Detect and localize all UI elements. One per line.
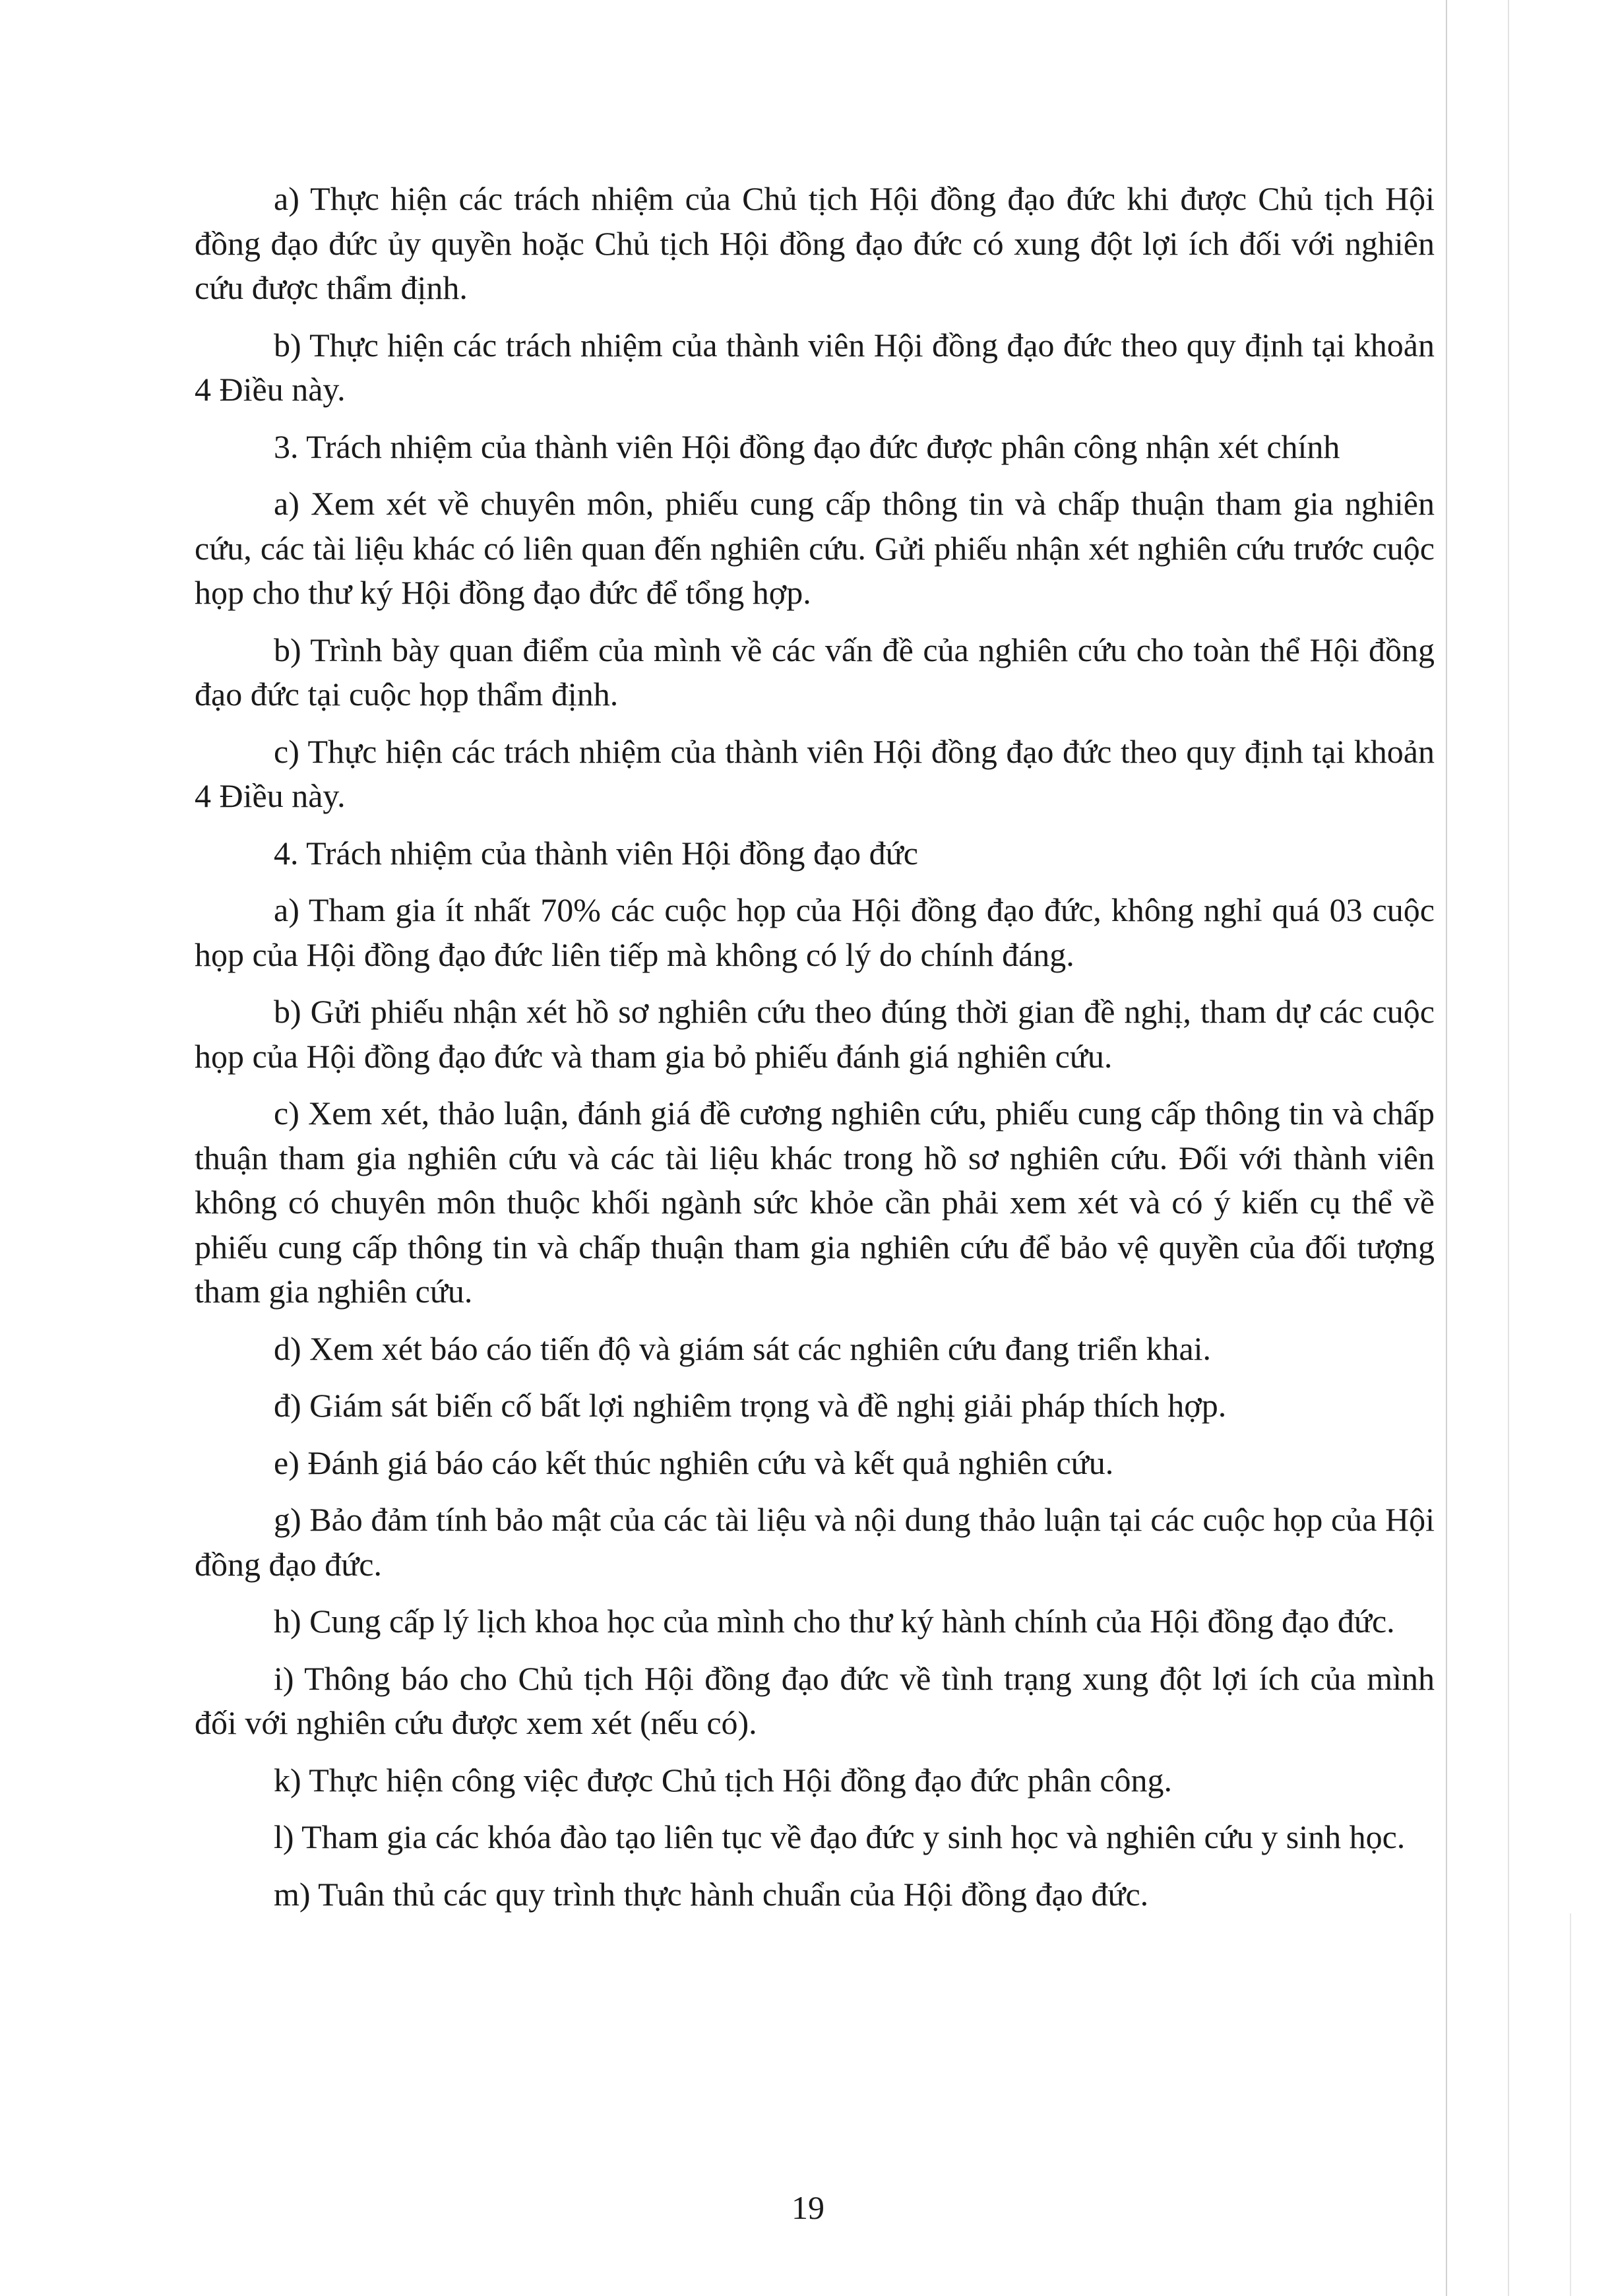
paragraph: g) Bảo đảm tính bảo mật của các tài liệu và nội dung thảo luận tại các cuộc họp của Hội đồng đạo đức. — [195, 1501, 1435, 1583]
paragraph: a) Thực hiện các trách nhiệm của Chủ tịch Hội đồng đạo đức khi được Chủ tịch Hội đồng đạo đức ủy quyền hoặc Chủ tịch Hội đồng đạo đức có xung đột lợi ích đối với nghiên cứu được thẩm định. — [195, 180, 1435, 306]
scan-edge-line — [1570, 1913, 1571, 2296]
paragraph: h) Cung cấp lý lịch khoa học của mình cho thư ký hành chính của Hội đồng đạo đức. — [274, 1603, 1395, 1640]
paragraph: đ) Giám sát biến cố bất lợi nghiêm trọng và đề nghị giải pháp thích hợp. — [274, 1387, 1227, 1424]
paragraph: i) Thông báo cho Chủ tịch Hội đồng đạo đức về tình trạng xung đột lợi ích của mình đối với nghiên cứu được xem xét (nếu có). — [195, 1659, 1435, 1741]
paragraph: a) Xem xét về chuyên môn, phiếu cung cấp thông tin và chấp thuận tham gia nghiên cứu, các tài liệu khác có liên quan đến nghiên cứu. Gửi phiếu nhận xét nghiên cứu trước cuộc họp cho thư ký Hội đồng đạo đức để tổng hợp. — [195, 485, 1435, 611]
paragraph: d) Xem xét báo cáo tiến độ và giám sát các nghiên cứu đang triển khai. — [274, 1329, 1212, 1367]
section-heading: 3. Trách nhiệm của thành viên Hội đồng đạo đức được phân công nhận xét chính — [274, 428, 1340, 465]
scan-edge-line — [1508, 0, 1509, 2296]
body-text — [195, 177, 1435, 1929]
paragraph: k) Thực hiện công việc được Chủ tịch Hội đồng đạo đức phân công. — [274, 1761, 1173, 1799]
paragraph: a) Tham gia ít nhất 70% các cuộc họp của Hội đồng đạo đức, không nghỉ quá 03 cuộc họp của Hội đồng đạo đức liên tiếp mà không có lý do chính đáng. — [195, 891, 1435, 973]
paragraph: m) Tuân thủ các quy trình thực hành chuẩn của Hội đồng đạo đức. — [274, 1875, 1149, 1913]
page-number: 19 — [792, 2189, 824, 2226]
scan-edge-line — [1446, 0, 1447, 2296]
paragraph: b) Gửi phiếu nhận xét hồ sơ nghiên cứu theo đúng thời gian đề nghị, tham dự các cuộc họp của Hội đồng đạo đức và tham gia bỏ phiếu đánh giá nghiên cứu. — [195, 993, 1435, 1075]
section-heading: 4. Trách nhiệm của thành viên Hội đồng đạo đức — [274, 834, 918, 872]
paragraph: c) Xem xét, thảo luận, đánh giá đề cương nghiên cứu, phiếu cung cấp thông tin và chấp thuận tham gia nghiên cứu và các tài liệu khác trong hồ sơ nghiên cứu. Đối với thành viên không có chuyên môn thuộc khối ngành sức khỏe cần phải xem xét và có ý kiến cụ thể về phiếu cung cấp thông tin và chấp thuận tham gia nghiên cứu để bảo vệ quyền của đối tượng tham gia nghiên cứu. — [195, 1095, 1435, 1310]
paragraph: b) Thực hiện các trách nhiệm của thành viên Hội đồng đạo đức theo quy định tại khoản 4 Điều này. — [195, 326, 1435, 408]
paragraph: e) Đánh giá báo cáo kết thúc nghiên cứu và kết quả nghiên cứu. — [274, 1444, 1114, 1481]
paragraph: l) Tham gia các khóa đào tạo liên tục về đạo đức y sinh học và nghiên cứu y sinh học. — [274, 1818, 1406, 1855]
paragraph: b) Trình bày quan điểm của mình về các vấn đề của nghiên cứu cho toàn thể Hội đồng đạo đức tại cuộc họp thẩm định. — [195, 631, 1435, 713]
paragraph: c) Thực hiện các trách nhiệm của thành viên Hội đồng đạo đức theo quy định tại khoản 4 Điều này. — [195, 732, 1435, 814]
